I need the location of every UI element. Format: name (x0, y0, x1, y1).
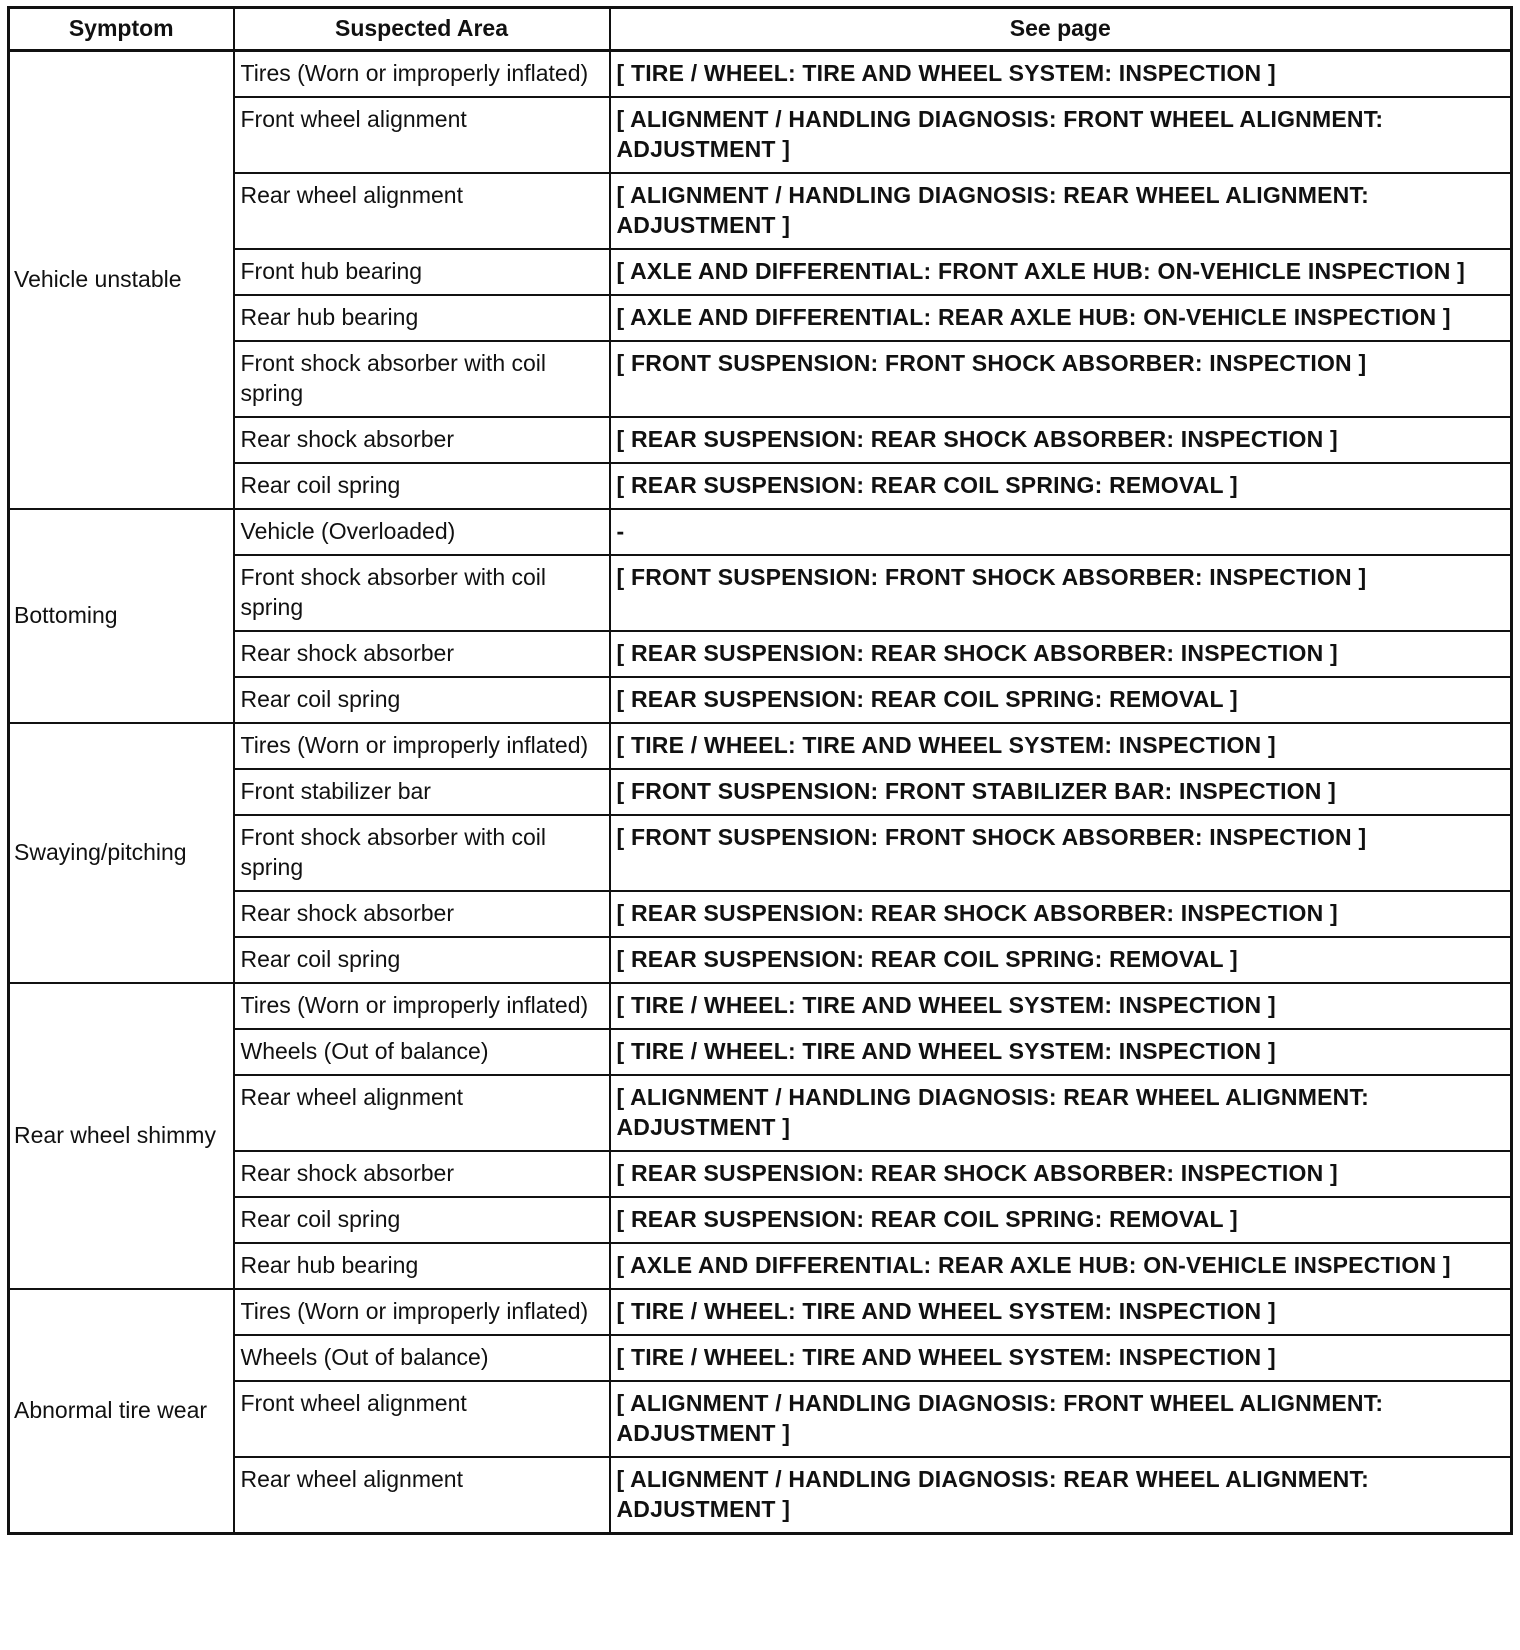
see-page-cell: [ TIRE / WHEEL: TIRE AND WHEEL SYSTEM: INSPECTION ] (610, 723, 1512, 769)
suspected-area-cell: Front stabilizer bar (234, 769, 610, 815)
table-row (9, 1289, 1512, 1335)
header-row (9, 8, 1512, 51)
table-row (9, 891, 1512, 937)
table-row (9, 1075, 1512, 1151)
suspected-area-cell: Rear shock absorber (234, 631, 610, 677)
suspected-area-cell: Vehicle (Overloaded) (234, 509, 610, 555)
table-row (9, 815, 1512, 891)
see-page-cell: [ REAR SUSPENSION: REAR COIL SPRING: REMOVAL ] (610, 463, 1512, 509)
table-header (9, 8, 1512, 51)
see-page-cell: [ FRONT SUSPENSION: FRONT SHOCK ABSORBER: INSPECTION ] (610, 815, 1512, 891)
suspected-area-cell: Tires (Worn or improperly inflated) (234, 983, 610, 1029)
table-row (9, 555, 1512, 631)
suspected-area-cell: Tires (Worn or improperly inflated) (234, 1289, 610, 1335)
table-row (9, 937, 1512, 983)
diagnosis-table (7, 6, 1513, 1535)
header-symptom: Symptom (9, 8, 234, 51)
suspected-area-cell: Front wheel alignment (234, 97, 610, 173)
table-row (9, 983, 1512, 1029)
suspected-area-cell: Rear wheel alignment (234, 1457, 610, 1534)
symptom-cell: Rear wheel shimmy (9, 983, 234, 1289)
suspected-area-cell: Front hub bearing (234, 249, 610, 295)
table-row (9, 97, 1512, 173)
suspected-area-cell: Rear coil spring (234, 1197, 610, 1243)
table-row (9, 631, 1512, 677)
see-page-cell: [ AXLE AND DIFFERENTIAL: REAR AXLE HUB: ON-VEHICLE INSPECTION ] (610, 1243, 1512, 1289)
see-page-cell: [ TIRE / WHEEL: TIRE AND WHEEL SYSTEM: INSPECTION ] (610, 1029, 1512, 1075)
see-page-cell: [ ALIGNMENT / HANDLING DIAGNOSIS: FRONT WHEEL ALIGNMENT: ADJUSTMENT ] (610, 97, 1512, 173)
table-row (9, 1335, 1512, 1381)
table-row (9, 463, 1512, 509)
see-page-cell: [ FRONT SUSPENSION: FRONT SHOCK ABSORBER: INSPECTION ] (610, 555, 1512, 631)
see-page-cell: [ ALIGNMENT / HANDLING DIAGNOSIS: REAR WHEEL ALIGNMENT: ADJUSTMENT ] (610, 1075, 1512, 1151)
suspected-area-cell: Rear shock absorber (234, 891, 610, 937)
suspected-area-cell: Rear coil spring (234, 937, 610, 983)
symptom-cell: Swaying/pitching (9, 723, 234, 983)
see-page-cell: [ ALIGNMENT / HANDLING DIAGNOSIS: REAR WHEEL ALIGNMENT: ADJUSTMENT ] (610, 173, 1512, 249)
suspected-area-cell: Front shock absorber with coil spring (234, 341, 610, 417)
suspected-area-cell: Wheels (Out of balance) (234, 1335, 610, 1381)
table-row (9, 295, 1512, 341)
see-page-cell: [ ALIGNMENT / HANDLING DIAGNOSIS: FRONT WHEEL ALIGNMENT: ADJUSTMENT ] (610, 1381, 1512, 1457)
see-page-cell: [ REAR SUSPENSION: REAR COIL SPRING: REMOVAL ] (610, 677, 1512, 723)
suspected-area-cell: Rear coil spring (234, 677, 610, 723)
table-row (9, 249, 1512, 295)
table-row (9, 1151, 1512, 1197)
table-row (9, 769, 1512, 815)
see-page-cell: [ AXLE AND DIFFERENTIAL: REAR AXLE HUB: ON-VEHICLE INSPECTION ] (610, 295, 1512, 341)
table-row (9, 417, 1512, 463)
see-page-cell: [ TIRE / WHEEL: TIRE AND WHEEL SYSTEM: INSPECTION ] (610, 983, 1512, 1029)
header-suspected-area: Suspected Area (234, 8, 610, 51)
symptom-cell: Bottoming (9, 509, 234, 723)
table-row (9, 1029, 1512, 1075)
table-row (9, 723, 1512, 769)
suspected-area-cell: Rear shock absorber (234, 1151, 610, 1197)
see-page-cell: [ ALIGNMENT / HANDLING DIAGNOSIS: REAR WHEEL ALIGNMENT: ADJUSTMENT ] (610, 1457, 1512, 1534)
table-row (9, 51, 1512, 98)
symptom-cell: Abnormal tire wear (9, 1289, 234, 1534)
see-page-cell: [ FRONT SUSPENSION: FRONT SHOCK ABSORBER: INSPECTION ] (610, 341, 1512, 417)
see-page-cell: [ REAR SUSPENSION: REAR COIL SPRING: REMOVAL ] (610, 937, 1512, 983)
see-page-cell: [ TIRE / WHEEL: TIRE AND WHEEL SYSTEM: INSPECTION ] (610, 1289, 1512, 1335)
suspected-area-cell: Front shock absorber with coil spring (234, 555, 610, 631)
suspected-area-cell: Rear wheel alignment (234, 1075, 610, 1151)
table-row (9, 1457, 1512, 1534)
table-row (9, 509, 1512, 555)
suspected-area-cell: Rear hub bearing (234, 1243, 610, 1289)
see-page-cell: [ REAR SUSPENSION: REAR SHOCK ABSORBER: INSPECTION ] (610, 891, 1512, 937)
see-page-cell: [ REAR SUSPENSION: REAR SHOCK ABSORBER: INSPECTION ] (610, 631, 1512, 677)
suspected-area-cell: Rear shock absorber (234, 417, 610, 463)
table-row (9, 1381, 1512, 1457)
see-page-cell: [ AXLE AND DIFFERENTIAL: FRONT AXLE HUB: ON-VEHICLE INSPECTION ] (610, 249, 1512, 295)
see-page-cell: [ TIRE / WHEEL: TIRE AND WHEEL SYSTEM: INSPECTION ] (610, 51, 1512, 98)
table-row (9, 173, 1512, 249)
header-see-page: See page (610, 8, 1512, 51)
suspected-area-cell: Tires (Worn or improperly inflated) (234, 723, 610, 769)
table-row (9, 341, 1512, 417)
suspected-area-cell: Front shock absorber with coil spring (234, 815, 610, 891)
see-page-cell: [ REAR SUSPENSION: REAR SHOCK ABSORBER: INSPECTION ] (610, 1151, 1512, 1197)
symptom-cell: Vehicle unstable (9, 51, 234, 510)
see-page-cell: [ REAR SUSPENSION: REAR SHOCK ABSORBER: INSPECTION ] (610, 417, 1512, 463)
see-page-cell: [ TIRE / WHEEL: TIRE AND WHEEL SYSTEM: INSPECTION ] (610, 1335, 1512, 1381)
see-page-cell: [ REAR SUSPENSION: REAR COIL SPRING: REMOVAL ] (610, 1197, 1512, 1243)
suspected-area-cell: Wheels (Out of balance) (234, 1029, 610, 1075)
table-row (9, 1243, 1512, 1289)
see-page-cell: [ FRONT SUSPENSION: FRONT STABILIZER BAR: INSPECTION ] (610, 769, 1512, 815)
table-row (9, 677, 1512, 723)
suspected-area-cell: Front wheel alignment (234, 1381, 610, 1457)
suspected-area-cell: Tires (Worn or improperly inflated) (234, 51, 610, 98)
table-body (9, 51, 1512, 1534)
suspected-area-cell: Rear wheel alignment (234, 173, 610, 249)
table-row (9, 1197, 1512, 1243)
suspected-area-cell: Rear coil spring (234, 463, 610, 509)
see-page-cell: - (610, 509, 1512, 555)
suspected-area-cell: Rear hub bearing (234, 295, 610, 341)
